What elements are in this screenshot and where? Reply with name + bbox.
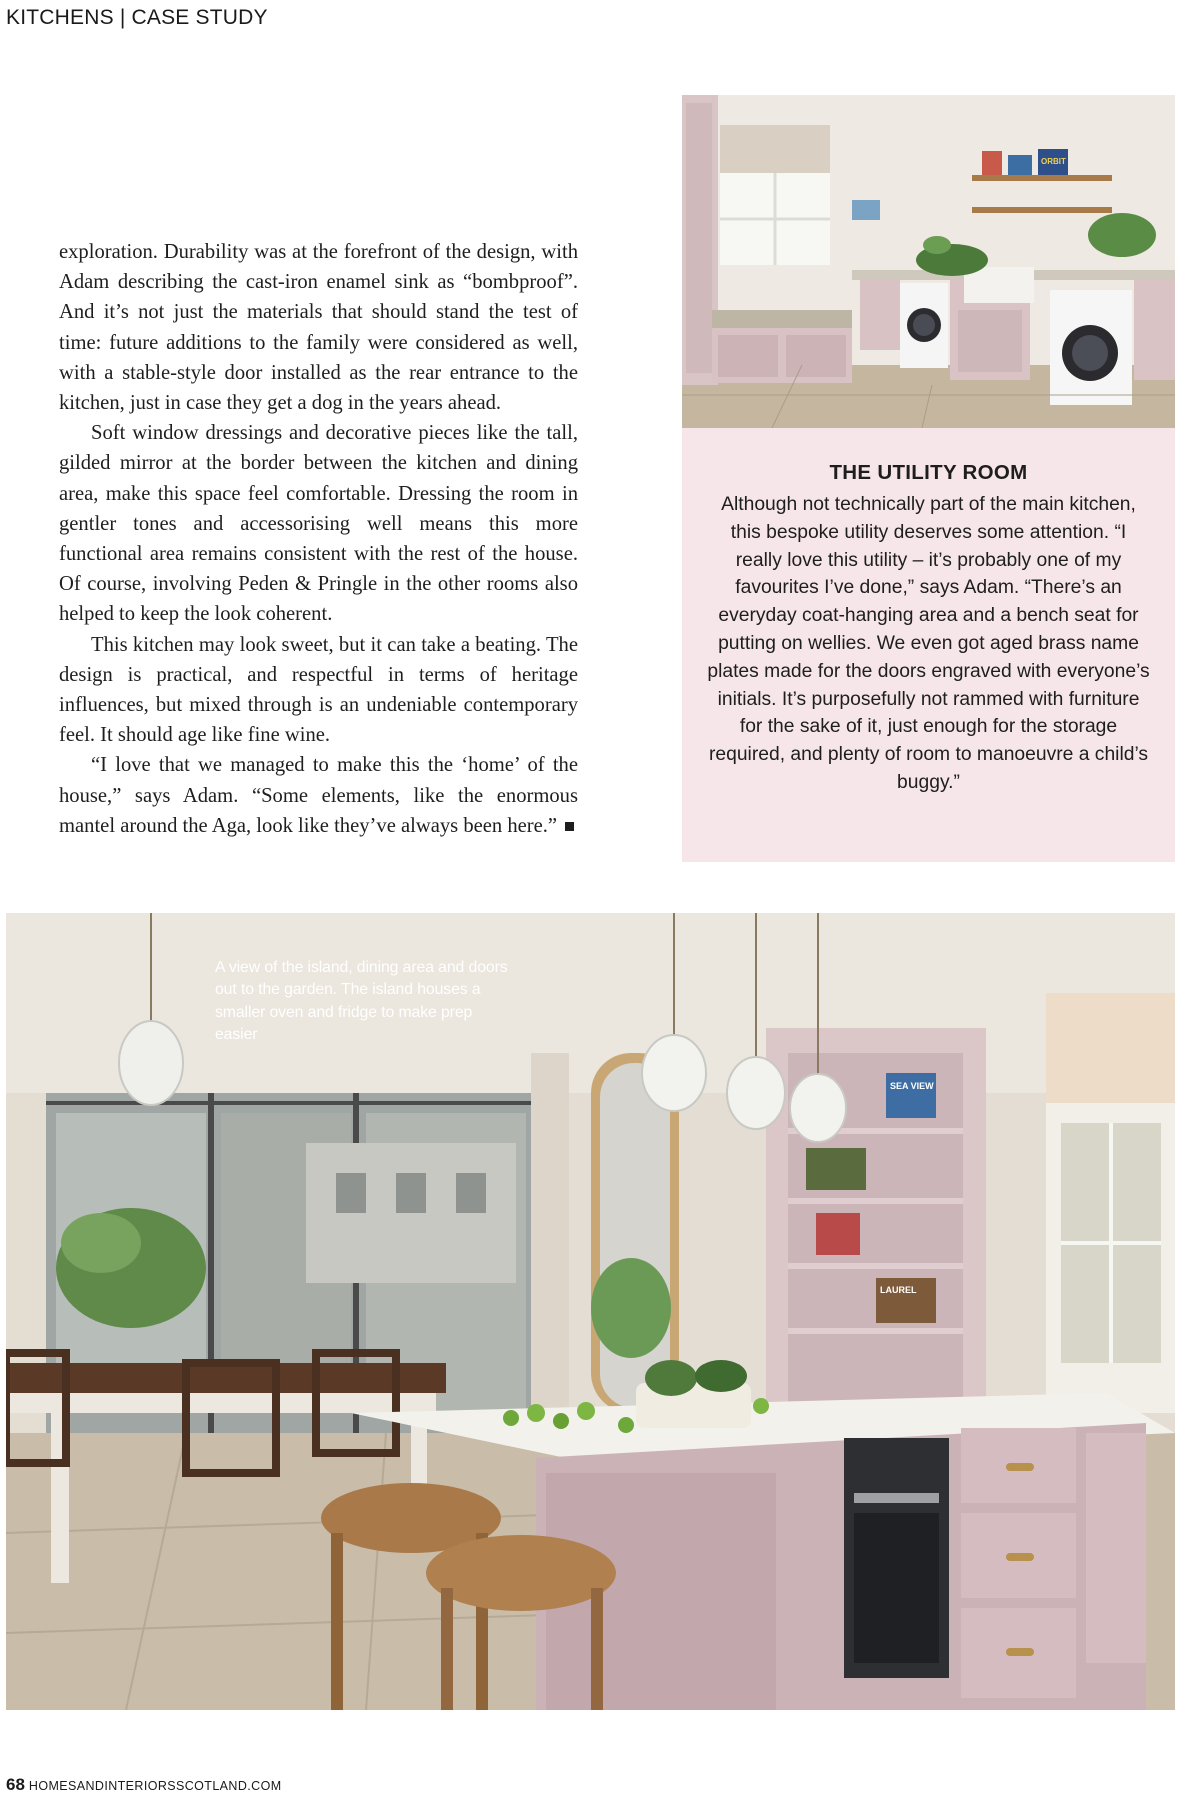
article-paragraph: exploration. Durability was at the forefront of the design, with Adam describing the cast-iron enamel sink as “bombproof”. And it’s not just the materials that should stand the test of time: future additions to the family were considered as well, with a stable-style door installed as the rear entrance to the kitchen, just in case they get a dog in the years ahead. xyxy=(59,241,578,415)
article-paragraph-last xyxy=(59,750,578,841)
page-footer xyxy=(6,1775,282,1795)
page-number: 68 xyxy=(6,1775,25,1794)
article-paragraph: Soft window dressings and decorative pieces like the tall, gilded mirror at the border between the kitchen and dining area, make this space feel comfortable. Dressing the room in gentler tones and accessorising well means this more functional area remains consistent with the rest of the house. Of course, involving Peden & Pringle in the other rooms also helped to keep the look coherent. xyxy=(59,422,578,626)
section-header: KITCHENS | CASE STUDY xyxy=(6,6,268,29)
article-paragraph: This kitchen may look sweet, but it can take a beating. The design is practical, and respectful in terms of heritage influences, but mixed through is an undeniable contemporary feel. It should age like fine wine. xyxy=(59,633,578,747)
sidebar-text: Although not technically part of the main kitchen, this bespoke utility deserves some attention. “I really love this utility – it’s probably one of my favourites I’ve done,” says Adam. “There’s an everyday coat-hanging area and a bench seat for putting on wellies. We even got aged brass name plates made for the doors engraved with everyone’s initials. It’s purposefully not rammed with furniture for the sake of it, just enough for the storage required, and plenty of room to manoeuvre a child’s buggy.” xyxy=(707,494,1150,793)
utility-room-sidebar xyxy=(682,428,1175,862)
book-label-orbit: ORBIT xyxy=(1041,157,1066,166)
sidebar-title: THE UTILITY ROOM xyxy=(829,461,1028,484)
book-label-sea-view: SEA VIEW xyxy=(890,1081,934,1091)
photo-caption: A view of the island, dining area and doors out to the garden. The island houses a smaller oven and fridge to make prep easier xyxy=(215,959,508,1044)
article-body xyxy=(59,237,578,841)
book-label-laurel: LAUREL xyxy=(880,1285,917,1295)
kitchen-island-photo xyxy=(6,913,1175,1710)
end-of-article-mark xyxy=(565,822,574,831)
website-url: HOMESANDINTERIORSSCOTLAND.COM xyxy=(28,1779,282,1793)
utility-room-photo xyxy=(682,95,1175,428)
article-paragraph-text: “I love that we managed to make this the ‘home’ of the house,” says Adam. “Some elements, like the enormous mantel around the Aga, look like they’ve always been here.” xyxy=(59,754,578,837)
